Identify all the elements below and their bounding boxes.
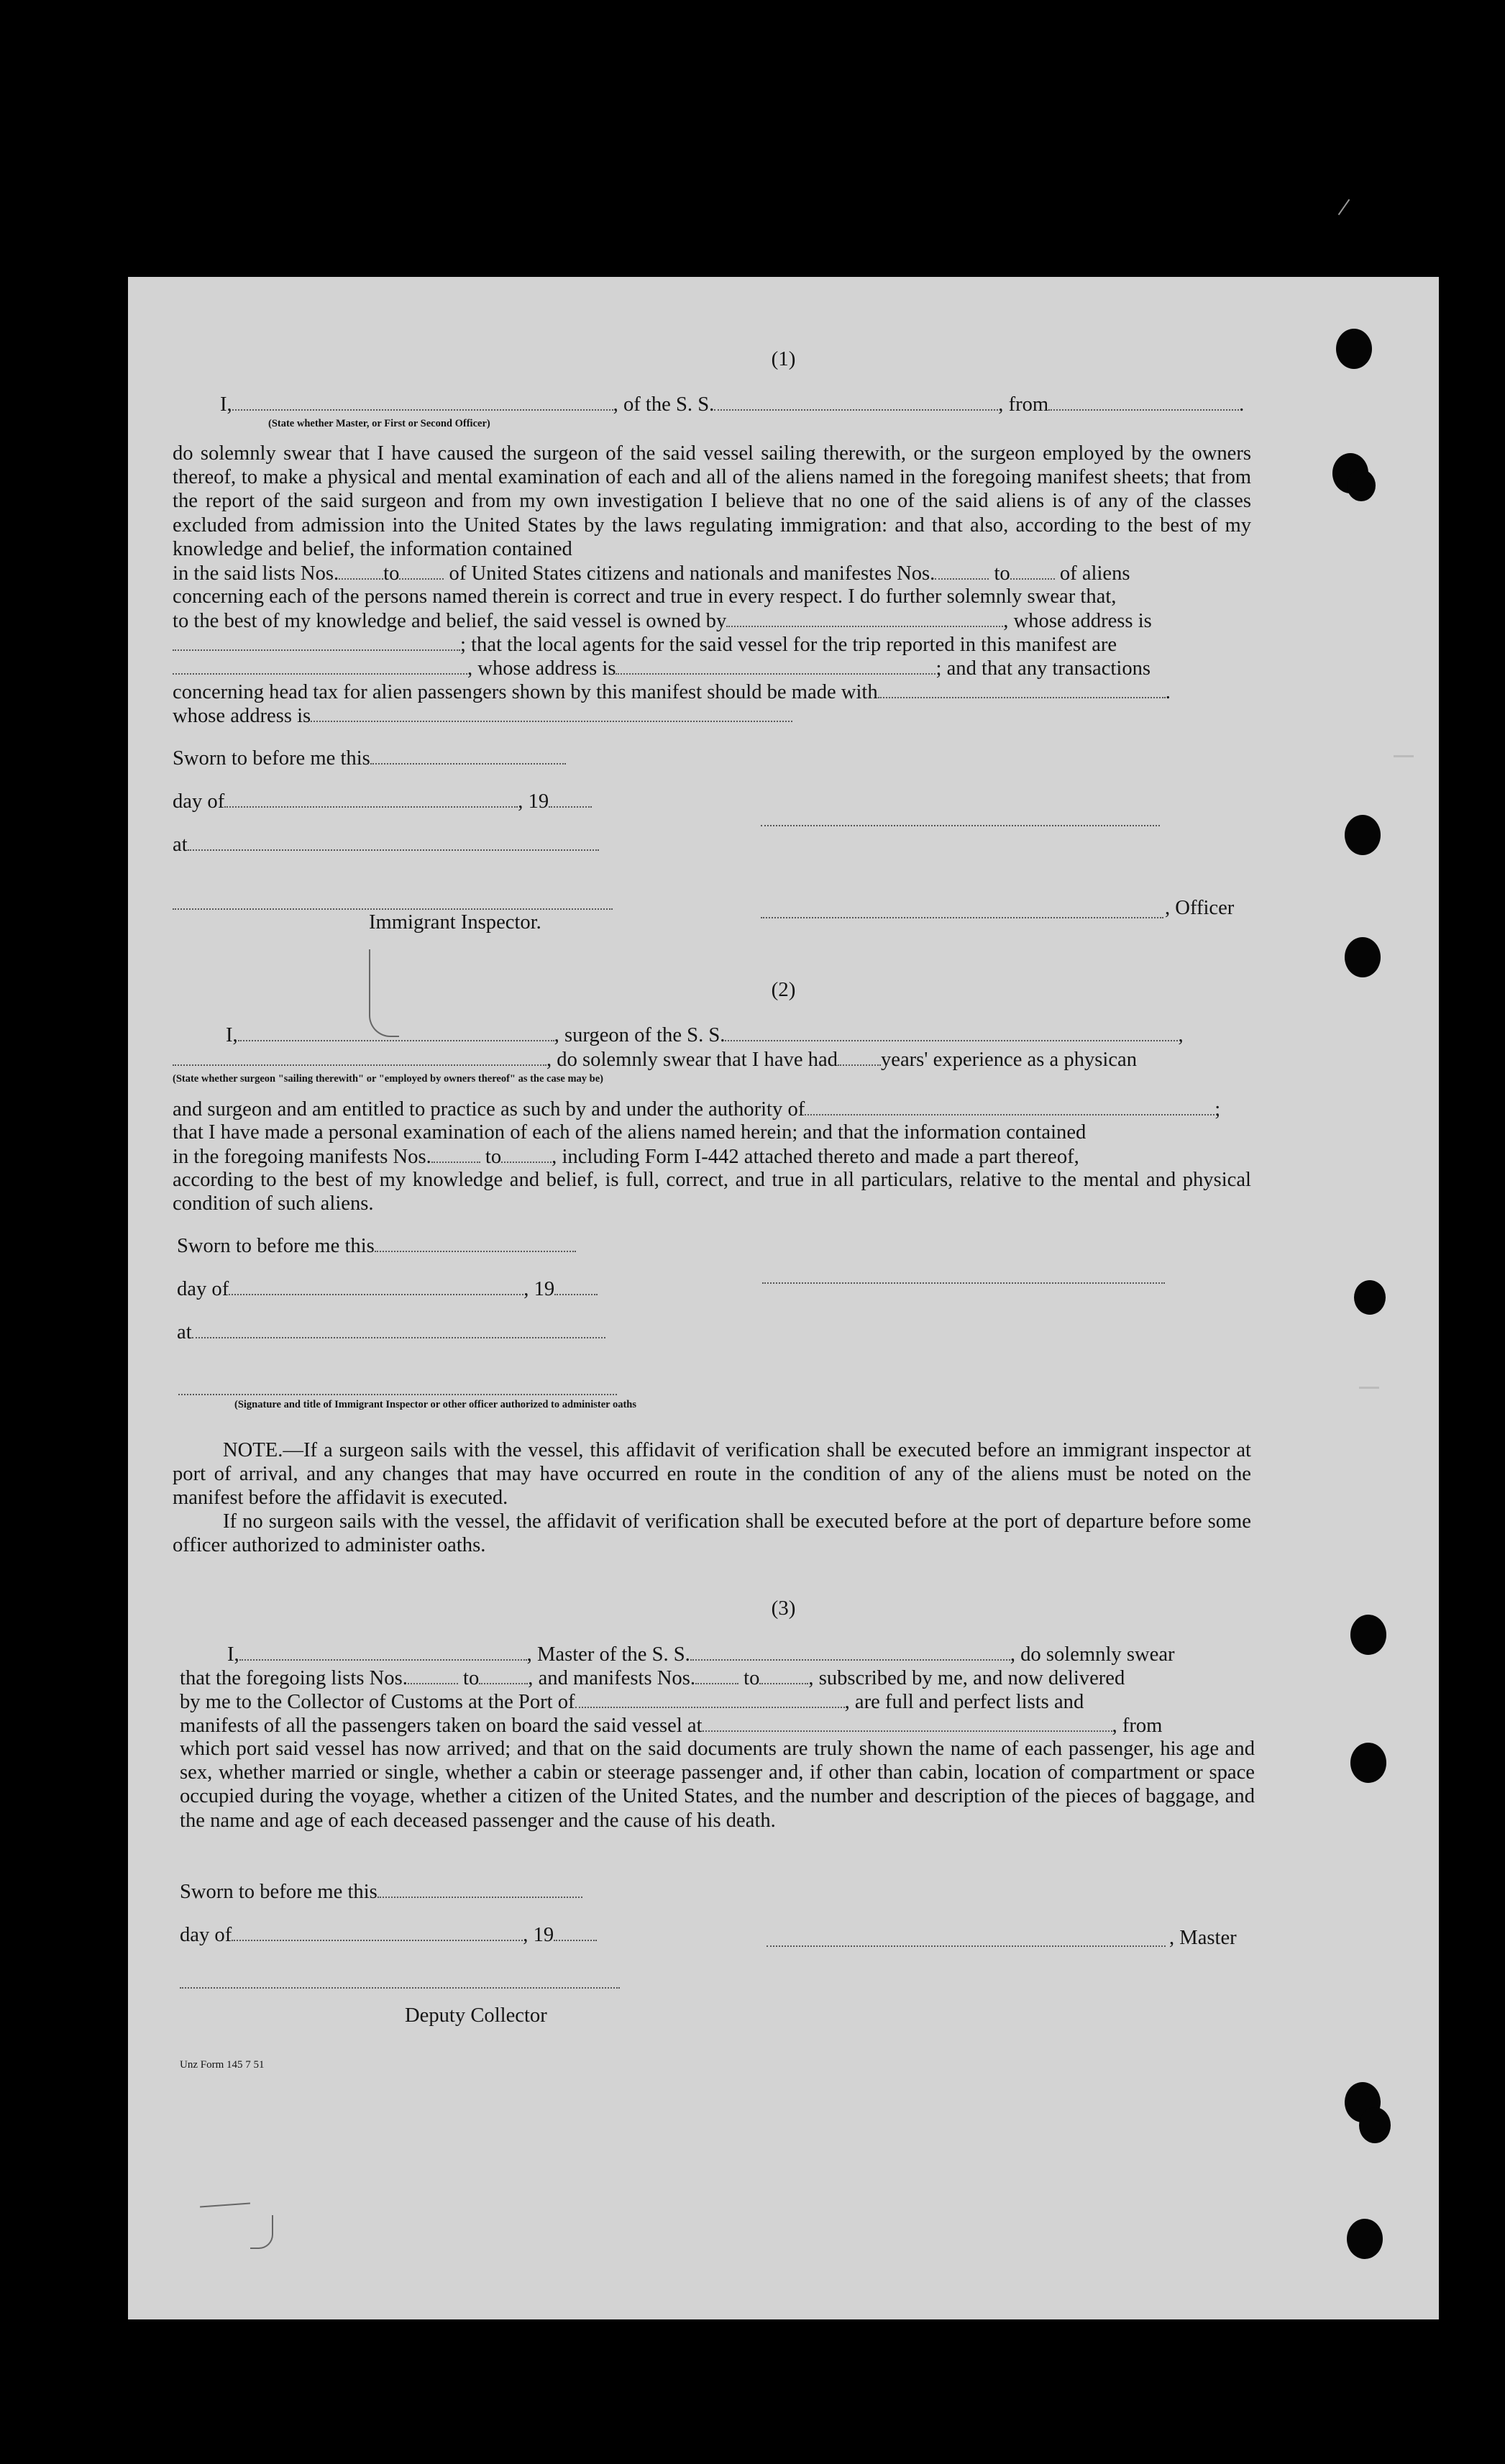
owner-address-blank[interactable] bbox=[173, 632, 460, 651]
surgeon-list-to-blank[interactable] bbox=[501, 1144, 552, 1163]
agents-address-line: , whose address is ; and that any transactions bbox=[173, 656, 1151, 680]
punch-hole bbox=[1347, 2219, 1383, 2259]
oath-paragraph-2: concerning each of the persons named therein is correct and true in every respect. I do further solemnly swear that, bbox=[173, 585, 1117, 608]
year-blank[interactable] bbox=[554, 1922, 597, 1941]
surgeon-oath-paragraph-1: that I have made a personal examination of each of the aliens named herein; and that the information contained bbox=[173, 1121, 1087, 1144]
place-blank[interactable] bbox=[192, 1320, 605, 1338]
day-of-line: day of , 19 bbox=[180, 1922, 597, 1947]
section-number: (1) bbox=[771, 347, 796, 370]
oath-paragraph-1: do solemnly swear that I have caused the surgeon of the said vessel sailing therewith, or the surgeon employed by the owners thereof, to make a physical and mental examination of each and all of the aliens named in the foregoing manifest sheets; that from the report of the said surgeon and from my own investigation I believe that no one of the said aliens is of any of the classes excluded from admission into the United States by the laws regulating immigration: and that also, according to the best of my knowledge and belief, the information contained bbox=[173, 442, 1251, 560]
month-blank[interactable] bbox=[229, 1277, 523, 1295]
at-line: at bbox=[173, 832, 599, 857]
headtax-address-line: whose address is bbox=[173, 703, 792, 728]
board-port-blank[interactable] bbox=[703, 1713, 1112, 1732]
edge-tick bbox=[1394, 755, 1414, 757]
year-blank[interactable] bbox=[549, 789, 592, 808]
board-line: manifests of all the passengers taken on board the said vessel at , from bbox=[180, 1715, 1163, 1737]
surgeon-ship-blank[interactable] bbox=[725, 1023, 1178, 1041]
sworn-line: Sworn to before me this bbox=[173, 746, 566, 770]
note-paragraph-1: NOTE.—If a surgeon sails with the vessel, this affidavit of verification shall be executed before an immigrant inspector at port of arrival, and any changes that may have occurred en route in the condition of any of the aliens must be noted on the manifest before the affidavit is executed. bbox=[173, 1439, 1251, 1510]
lists-line: that the foregoing lists Nos. to , and manifests Nos. to , subscribed by me, and now delivered bbox=[180, 1667, 1125, 1689]
collector-signature-line bbox=[180, 1987, 620, 1989]
alien-list-from-blank[interactable] bbox=[935, 561, 989, 580]
surgeon-line: I, , surgeon of the S. S. , bbox=[226, 1024, 1184, 1046]
list-from-blank[interactable] bbox=[408, 1666, 458, 1684]
master-label: , Master bbox=[1169, 1927, 1237, 1949]
punch-hole bbox=[1345, 815, 1381, 855]
collector-label: Deputy Collector bbox=[405, 2004, 547, 2027]
manifest-from-blank[interactable] bbox=[695, 1666, 738, 1684]
years-blank[interactable] bbox=[838, 1047, 881, 1066]
officer-signature-line bbox=[761, 917, 1163, 918]
section-number: (2) bbox=[771, 978, 796, 1001]
master-line: I, , Master of the S. S. , do solemnly swear bbox=[227, 1643, 1175, 1666]
list-to-blank[interactable] bbox=[479, 1666, 528, 1684]
signature-line bbox=[761, 825, 1160, 826]
officer-label: , Officer bbox=[1165, 897, 1235, 919]
alien-list-to-blank[interactable] bbox=[1010, 561, 1055, 580]
authority-line: and surgeon and am entitled to practice as such by and under the authority of ; bbox=[173, 1098, 1221, 1121]
owner-blank[interactable] bbox=[726, 608, 1003, 627]
owner-line: to the best of my knowledge and belief, the said vessel is owned by , whose address is bbox=[173, 610, 1152, 632]
master-oath-paragraph: which port said vessel has now arrived; and that on the said documents are truly shown the name of each passenger, his age and sex, whether married or single, whether a cabin or steerage passenger and, if other than cabin, location of compartment or space occupied during the voyage, whether a citizen of the United States, and the number and description of the pieces of baggage, and the name and age of each deceased passenger and the cause of his death. bbox=[180, 1738, 1255, 1832]
punch-hole bbox=[1354, 1280, 1386, 1315]
place-blank[interactable] bbox=[188, 832, 599, 851]
year-blank[interactable] bbox=[554, 1277, 598, 1295]
punch-hole bbox=[1359, 2107, 1391, 2143]
from-port-blank[interactable] bbox=[1048, 392, 1239, 411]
sworn-date-blank[interactable] bbox=[370, 746, 566, 765]
port-line: by me to the Collector of Customs at the Port of , are full and perfect lists and bbox=[180, 1691, 1084, 1713]
surgeon-list-from-blank[interactable] bbox=[431, 1144, 480, 1163]
surgeon-oath-paragraph-2: according to the best of my knowledge and belief, is full, correct, and true in all particulars, relative to the mental and physical condition of such aliens. bbox=[173, 1169, 1251, 1215]
headtax-address-blank[interactable] bbox=[311, 703, 792, 722]
citizen-list-from-blank[interactable] bbox=[339, 561, 383, 580]
pencil-mark bbox=[250, 2215, 273, 2249]
citizen-list-to-blank[interactable] bbox=[399, 561, 444, 580]
note-paragraph-2: If no surgeon sails with the vessel, the affidavit of verification shall be executed before at the port of departure before some officer authorized to administer oaths. bbox=[173, 1510, 1251, 1557]
day-of-line: day of , 19 bbox=[173, 789, 592, 813]
officer-rank-note: (State whether Master, or First or Second Officer) bbox=[268, 418, 490, 429]
ship-name-blank[interactable] bbox=[714, 392, 998, 411]
master-name-blank[interactable] bbox=[239, 1642, 527, 1661]
port-blank[interactable] bbox=[575, 1689, 845, 1708]
lists-line: in the said lists Nos. to of United States citizens and nationals and manifestes Nos. to of aliens bbox=[173, 562, 1130, 585]
manifest-to-blank[interactable] bbox=[759, 1666, 808, 1684]
month-blank[interactable] bbox=[232, 1922, 523, 1941]
inspector-signature-line bbox=[178, 1394, 617, 1395]
officer-line: I, , of the S. S. , from . bbox=[220, 393, 1245, 416]
punch-hole bbox=[1350, 1743, 1386, 1783]
punch-hole bbox=[1347, 470, 1376, 501]
agents-blank[interactable] bbox=[173, 656, 467, 675]
officer-name-blank[interactable] bbox=[232, 392, 613, 411]
month-blank[interactable] bbox=[224, 789, 518, 808]
surgeon-status-note: (State whether surgeon "sailing therewith" or "employed by owners thereof" as the case may be) bbox=[173, 1073, 603, 1085]
sworn-date-blank[interactable] bbox=[375, 1233, 576, 1252]
surgeon-status-blank[interactable] bbox=[173, 1047, 546, 1066]
sworn-line: Sworn to before me this bbox=[180, 1879, 582, 1904]
pencil-mark bbox=[200, 2203, 250, 2208]
agents-line: ; that the local agents for the said vessel for the trip reported in this manifest are bbox=[173, 632, 1117, 657]
punch-hole bbox=[1350, 1615, 1386, 1655]
headtax-line: concerning head tax for alien passengers shown by this manifest should be made with . bbox=[173, 681, 1171, 703]
master-signature-line bbox=[767, 1945, 1166, 1947]
edge-tick bbox=[1359, 1387, 1379, 1389]
form-number: Unz Form 145 7 51 bbox=[180, 2059, 265, 2071]
inspector-label: Immigrant Inspector. bbox=[369, 911, 541, 934]
agents-address-blank[interactable] bbox=[616, 656, 936, 675]
inspector-signature-line bbox=[173, 908, 613, 910]
experience-line: , do solemnly swear that I have had years' experience as a physican bbox=[173, 1047, 1137, 1072]
master-ship-blank[interactable] bbox=[690, 1642, 1010, 1661]
punch-hole bbox=[1345, 937, 1381, 977]
day-of-line: day of , 19 bbox=[177, 1277, 598, 1301]
form-line: in the foregoing manifests Nos. to , including Form I-442 attached thereto and made a part thereof, bbox=[173, 1146, 1079, 1168]
manifest-affidavit-page bbox=[128, 277, 1439, 2319]
surgeon-signature-line bbox=[762, 1282, 1165, 1284]
scan-mark bbox=[1338, 199, 1350, 215]
section-number: (3) bbox=[771, 1597, 796, 1620]
signature-title-note: (Signature and title of Immigrant Inspector or other officer authorized to administer oaths bbox=[234, 1399, 637, 1410]
authority-blank[interactable] bbox=[805, 1097, 1214, 1115]
sworn-date-blank[interactable] bbox=[378, 1879, 582, 1898]
sworn-line: Sworn to before me this bbox=[177, 1233, 576, 1258]
surgeon-name-blank[interactable] bbox=[238, 1023, 554, 1041]
at-line: at bbox=[177, 1320, 605, 1344]
headtax-contact-blank[interactable] bbox=[878, 680, 1166, 698]
